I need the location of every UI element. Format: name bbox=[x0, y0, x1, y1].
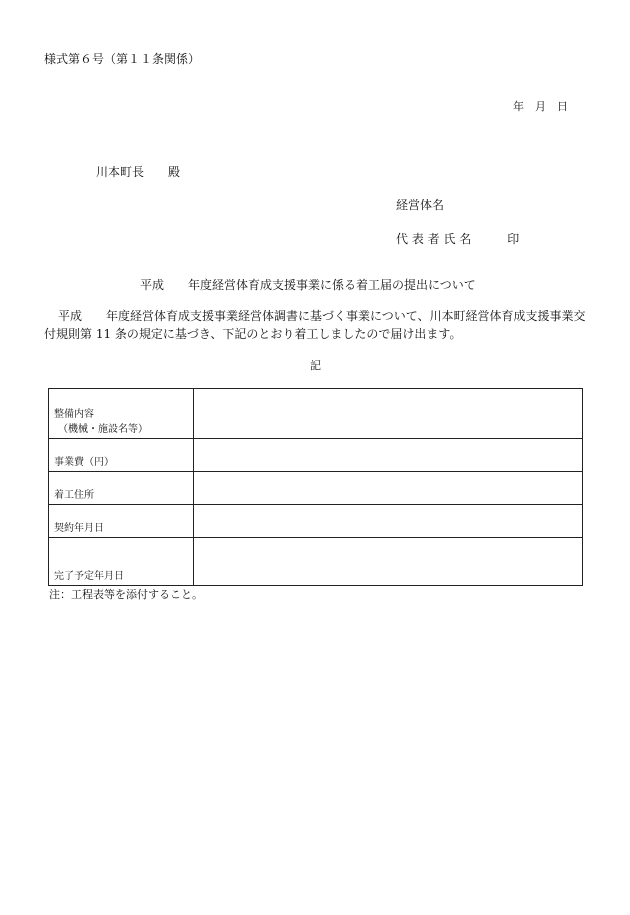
representative-label: 代 表 者 氏 名 印 bbox=[396, 232, 520, 246]
table-row bbox=[49, 439, 583, 472]
table-value-cell bbox=[194, 472, 583, 505]
body-paragraph: 平成 年度経営体育成支援事業経営体調書に基づく事業について、川本町経営体育成支援事業交付規則第 11 条の規定に基づき、下記のとおり着工しましたので届け出ます。 bbox=[44, 309, 586, 341]
table-value-cell bbox=[194, 538, 583, 586]
addressee: 川本町長 殿 bbox=[96, 165, 181, 179]
details-table bbox=[48, 388, 583, 586]
business-name-label: 経営体名 bbox=[396, 198, 445, 212]
table-value-cell bbox=[194, 439, 583, 472]
document-title: 平成 年度経営体育成支援事業に係る着工届の提出について bbox=[140, 278, 476, 292]
table-label-cell bbox=[49, 389, 194, 439]
table-row bbox=[49, 505, 583, 538]
row-label: 完了予定年月日 bbox=[49, 538, 194, 586]
row-label: 事業費（円） bbox=[49, 439, 194, 472]
form-number: 様式第６号（第１１条関係） bbox=[44, 52, 201, 66]
date-line: 年 月 日 bbox=[513, 100, 568, 113]
table-row bbox=[49, 472, 583, 505]
table-value-cell bbox=[194, 505, 583, 538]
row-label: 着工住所 bbox=[49, 472, 194, 505]
attachment-note: 注：工程表等を添付すること。 bbox=[49, 588, 203, 601]
row-label: 整備内容 bbox=[54, 409, 94, 420]
table-row bbox=[49, 538, 583, 586]
table-row bbox=[49, 389, 583, 439]
table-value-cell bbox=[194, 389, 583, 439]
row-sublabel: （機械・施設名等） bbox=[58, 424, 148, 435]
row-label: 契約年月日 bbox=[49, 505, 194, 538]
ki-heading: 記 bbox=[310, 359, 321, 372]
